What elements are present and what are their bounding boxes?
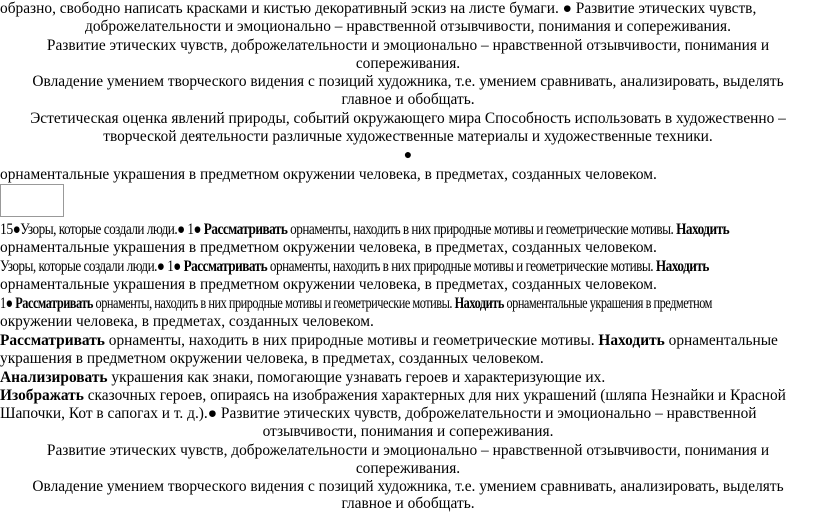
text-line: главное и обобщать. [341, 495, 475, 512]
text-span: орнаменты, находить в них природные мотивы и геометрические мотивы. [92, 295, 455, 312]
text-line [0, 369, 816, 387]
text-span: 1● [0, 295, 16, 312]
text-line: орнаментальные украшения в предметном окружении человека, в предметах, созданных человеком. [0, 166, 657, 183]
text-line: Развитие этических чувств, доброжелательности и эмоционально – нравственной отзывчивости, понимания и [46, 37, 770, 54]
text-line: главное и обобщать. [341, 91, 475, 108]
bold-term: Находить [454, 295, 504, 312]
text-span: орнаментальные украшения в предметном [503, 295, 712, 312]
text-span: Узоры, которые создали люди.● 1● [0, 258, 184, 275]
text-line: Овладение умением творческого видения с позиций художника, т.е. умением сравнивать, анализировать, выделять [32, 73, 784, 90]
text-line [0, 332, 816, 350]
text-line: Овладение умением творческого видения с позиций художника, т.е. умением сравнивать, анализировать, выделять [32, 478, 784, 495]
text-line: сопереживания. [355, 55, 461, 72]
text-line: доброжелательности и эмоционально – нравственной отзывчивости, понимания и сопереживания. [85, 18, 731, 35]
bullet-icon: ● [403, 148, 413, 163]
text-line: орнаментальные украшения в предметном окружении человека, в предметах, созданных человеком. [0, 276, 657, 293]
text-span: ●Узоры, которые создали люди.● 1● [12, 221, 204, 238]
text-line: орнаментальные украшения в предметном окружении человека, в предметах, созданных человеком. [0, 239, 657, 256]
text-span: сказочных героев, опираясь на изображения характерных для них украшений (шляпа Незнайки и Красной [83, 387, 786, 404]
text-line: окружении человека, в предметах, созданных человеком. [0, 313, 374, 330]
bold-term: Рассматривать [183, 258, 268, 275]
bold-term: Изображать [0, 387, 84, 404]
text-line: творческой деятельности различные художественные материалы и художественные техники. [103, 128, 713, 145]
text-line: образно, свободно написать красками и кистью декоративный эскиз на листе бумаги. ● Развитие этических чувств, [0, 0, 757, 17]
text-line: Шапочки, Кот в сапогах и т. д.).● Развитие этических чувств, доброжелательности и эмоционально – нравственной [0, 405, 757, 422]
text-line [0, 258, 816, 276]
bold-term: нализировать [11, 369, 108, 386]
text-span: А [0, 369, 12, 386]
text-span: орнаментальные [664, 332, 778, 349]
text-line [0, 221, 816, 239]
text-line: Эстетическая оценка явлений природы, событий окружающего мира Способность использовать в художественно – [30, 110, 786, 127]
text-span: украшения как знаки, помогающие узнавать героев и характеризующие их. [107, 369, 606, 386]
bold-term: Находить [655, 258, 709, 275]
text-line: сопереживания. [355, 460, 461, 477]
empty-box [0, 184, 64, 217]
bold-term: Находить [598, 332, 665, 349]
bold-term: Находить [676, 221, 730, 238]
text-line: Развитие этических чувств, доброжелательности и эмоционально – нравственной отзывчивости, понимания и [46, 442, 770, 459]
bold-term: Рассматривать [15, 295, 93, 312]
item-number: 15 [0, 221, 13, 238]
text-line [0, 387, 816, 405]
text-span: орнаменты, находить в них природные мотивы и геометрические мотивы. [104, 332, 599, 349]
bold-term: Рассматривать [203, 221, 288, 238]
text-line: отзывчивости, понимания и сопереживания. [262, 423, 554, 440]
text-line: украшения в предметном окружении человека, в предметах, созданных человеком. [0, 350, 544, 367]
bold-term: Рассматривать [0, 332, 105, 349]
text-span: орнаменты, находить в них природные мотивы и геометрические мотивы. [267, 258, 656, 275]
text-line [0, 295, 816, 313]
text-span: орнаменты, находить в них природные мотивы и геометрические мотивы. [287, 221, 677, 238]
